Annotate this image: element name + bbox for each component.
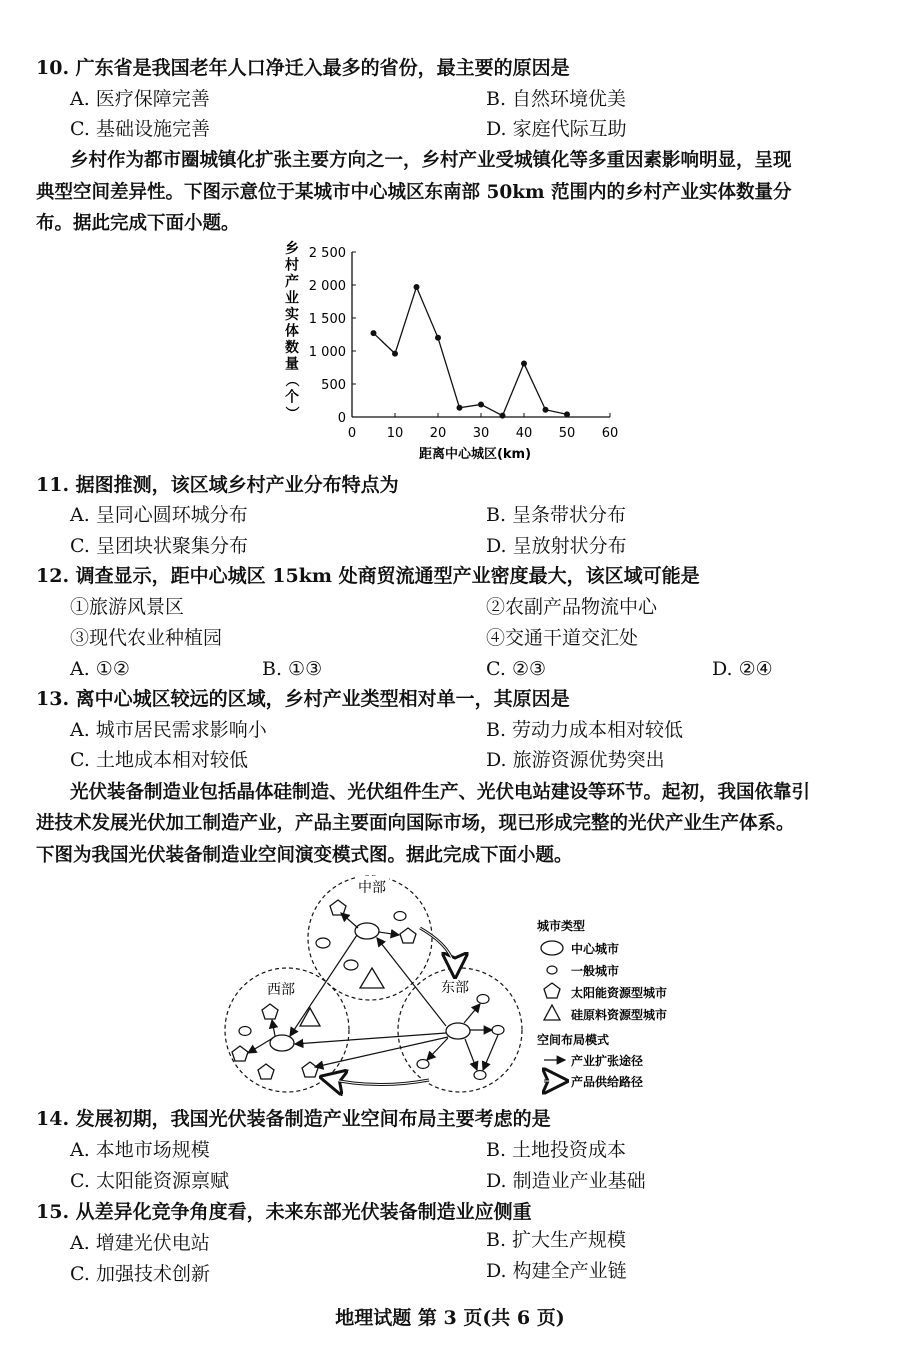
question-15-stem: 15. 从差异化竞争角度看，未来东部光伏装备制造业应侧重: [36, 1201, 532, 1223]
q10-option-c[interactable]: C. 基础设施完善: [70, 118, 210, 140]
data-point: [414, 284, 420, 290]
legend-general-city-icon: [547, 966, 557, 974]
y-tick-label: 0: [337, 411, 346, 426]
passage1-line-2: 典型空间差异性。下图示意位于某城市中心城区东南部 50km 范围内的乡村产业实体数量分: [36, 182, 792, 203]
legend-solar-city-icon: [544, 983, 560, 998]
question-11-stem: 11. 据图推测，该区域乡村产业分布特点为: [36, 474, 399, 496]
legend-title: 城市类型: [537, 919, 586, 933]
mode-item-2: 产品供给路径: [571, 1075, 644, 1089]
region-label-central: 中部: [358, 880, 386, 896]
question-13-stem: 13. 离中心城区较远的区域，乡村产业类型相对单一，其原因是: [36, 688, 570, 710]
y-label-char: 乡: [285, 241, 299, 257]
pv-industry-diagram: [215, 868, 695, 1104]
y-tick-label: 1 500: [308, 312, 346, 327]
q10-option-b[interactable]: B. 自然环境优美: [486, 88, 627, 110]
y-label-char: 体: [285, 323, 299, 340]
q13-option-c[interactable]: C. 土地成本相对较低: [70, 749, 248, 771]
q15-option-b[interactable]: B. 扩大生产规模: [486, 1229, 627, 1251]
question-14-stem: 14. 发展初期，我国光伏装备制造产业空间布局主要考虑的是: [36, 1108, 551, 1130]
y-tick-label: 2 500: [308, 246, 346, 261]
y-label-char: 实: [285, 307, 299, 323]
data-point: [521, 361, 527, 367]
q12-item-1: ①旅游风景区: [70, 596, 185, 618]
legend-item-2: 一般城市: [571, 964, 620, 978]
y-tick-label: 500: [321, 378, 346, 393]
x-tick-label: 30: [472, 426, 490, 441]
y-label-char: 业: [285, 290, 299, 307]
question-10-stem: 10. 广东省是我国老年人口净迁入最多的省份，最主要的原因是: [36, 57, 570, 79]
region-label-west: 西部: [267, 982, 295, 998]
mode-title: 空间布局模式: [537, 1033, 610, 1047]
q12-item-4: ④交通干道交汇处: [486, 627, 639, 649]
data-point: [564, 411, 570, 417]
central-silicon-city: [360, 968, 384, 988]
q13-option-d[interactable]: D. 旅游资源优势突出: [486, 749, 665, 771]
series-line: [374, 287, 568, 416]
chart-xlabel: 距离中心城区(km): [418, 447, 532, 462]
q15-option-d[interactable]: D. 构建全产业链: [486, 1260, 627, 1282]
data-point: [543, 407, 549, 413]
y-label-char: 量: [285, 356, 299, 373]
y-label-char: （: [283, 373, 299, 387]
q12-option-a[interactable]: A. ①②: [70, 658, 130, 680]
q14-option-d[interactable]: D. 制造业产业基础: [486, 1170, 646, 1192]
rural-industry-chart: [270, 235, 630, 470]
passage2-line-2: 进技术发展光伏加工制造产业，产品主要面向国际市场，现已形成完整的光伏产业生产体系。: [36, 813, 795, 834]
central-general-city-3: [394, 912, 406, 921]
data-point: [457, 405, 463, 411]
q14-option-c[interactable]: C. 太阳能资源禀赋: [70, 1170, 229, 1192]
chart-ylabel: [283, 240, 299, 420]
central-general-city-2: [344, 960, 358, 970]
q15-option-c[interactable]: C. 加强技术创新: [70, 1263, 210, 1285]
mode-item-1: 产业扩张途径: [571, 1054, 644, 1068]
q12-option-d[interactable]: D. ②④: [712, 658, 773, 680]
y-tick-label: 2 000: [308, 279, 346, 294]
east-general-city-1: [477, 995, 489, 1004]
q12-item-2: ②农副产品物流中心: [486, 596, 658, 618]
west-general-city: [239, 1027, 251, 1036]
x-tick-label: 50: [558, 426, 576, 441]
legend-item-3: 太阳能资源型城市: [571, 986, 668, 1000]
west-solar-city-1: [262, 1004, 278, 1019]
q11-option-a[interactable]: A. 呈同心圆环城分布: [70, 504, 248, 526]
y-tick-label: 1 000: [308, 345, 346, 360]
x-tick-label: 40: [515, 426, 533, 441]
data-point: [500, 413, 506, 419]
east-general-city-4: [474, 1071, 486, 1080]
central-solar-city-1: [330, 900, 346, 915]
passage1-line-3: 布。据此完成下面小题。: [36, 213, 240, 234]
question-12-stem: 12. 调查显示，距中心城区 15km 处商贸流通型产业密度最大，该区域可能是: [36, 565, 700, 587]
q15-option-a[interactable]: A. 增建光伏电站: [70, 1232, 210, 1254]
legend-item-1: 中心城市: [571, 942, 620, 956]
q11-option-c[interactable]: C. 呈团块状聚集分布: [70, 535, 248, 557]
page-footer: 地理试题 第 3 页(共 6 页): [335, 1307, 565, 1329]
x-tick-label: 10: [386, 426, 404, 441]
legend-silicon-city-icon: [544, 1005, 560, 1020]
central-center-city: [355, 923, 379, 939]
west-center-city: [270, 1035, 294, 1051]
q14-option-b[interactable]: B. 土地投资成本: [486, 1139, 627, 1161]
y-label-char: 产: [285, 274, 299, 290]
data-point: [435, 335, 441, 341]
q10-option-a[interactable]: A. 医疗保障完善: [70, 88, 210, 110]
data-point: [478, 401, 484, 407]
q11-option-b[interactable]: B. 呈条带状分布: [486, 504, 627, 526]
x-tick-label: 60: [601, 426, 619, 441]
q14-option-a[interactable]: A. 本地市场规模: [70, 1139, 210, 1161]
q13-option-a[interactable]: A. 城市居民需求影响小: [70, 719, 267, 741]
central-general-city-1: [316, 938, 330, 948]
west-solar-city-4: [302, 1062, 318, 1077]
q12-item-3: ③现代农业种植园: [70, 627, 223, 649]
legend-item-4: 硅原料资源型城市: [571, 1008, 668, 1022]
q10-option-d[interactable]: D. 家庭代际互助: [486, 118, 627, 140]
chart-series: [371, 284, 571, 419]
q12-option-b[interactable]: B. ①③: [262, 658, 323, 680]
q12-option-c[interactable]: C. ②③: [486, 658, 547, 680]
west-solar-city-2: [232, 1046, 248, 1061]
q13-option-b[interactable]: B. 劳动力成本相对较低: [486, 719, 684, 741]
passage1-line-1: 乡村作为都市圈城镇化扩张主要方向之一，乡村产业受城镇化等多重因素影响明显，呈现: [70, 150, 792, 171]
y-label-char: 个: [285, 389, 299, 406]
chart-axes: [309, 246, 618, 441]
region-label-east: 东部: [441, 980, 469, 996]
x-tick-label: 0: [347, 426, 357, 441]
x-tick-label: 20: [429, 426, 447, 441]
data-point: [371, 330, 377, 336]
east-general-city-3: [417, 1060, 429, 1069]
central-solar-city-2: [400, 928, 416, 943]
passage2-line-1: 光伏装备制造业包括晶体硅制造、光伏组件生产、光伏电站建设等环节。起初，我国依靠引: [70, 782, 811, 803]
passage2-line-3: 下图为我国光伏装备制造业空间演变模式图。据此完成下面小题。: [36, 845, 573, 866]
east-general-city-2: [492, 1026, 504, 1035]
y-label-char: 数: [285, 340, 299, 356]
y-label-char: 村: [285, 257, 299, 274]
legend-center-city-icon: [541, 941, 563, 955]
data-point: [392, 351, 398, 357]
y-label-char: ）: [283, 406, 299, 420]
q11-option-d[interactable]: D. 呈放射状分布: [486, 535, 627, 557]
east-center-city: [446, 1023, 470, 1039]
west-solar-city-3: [258, 1064, 274, 1079]
